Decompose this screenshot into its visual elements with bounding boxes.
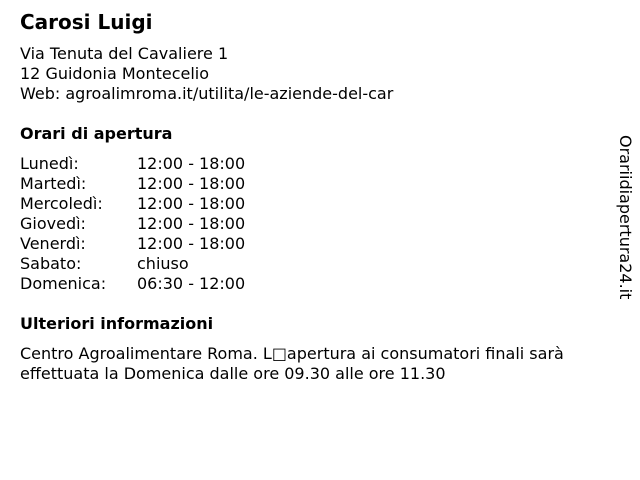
day-label: Venerdì: [20,234,86,253]
day-label: Domenica: [20,274,107,293]
day-label: Giovedì: [20,214,86,233]
address-street: Via Tenuta del Cavaliere 1 [20,44,229,63]
watermark-text: Orariidiapertura24.it [616,135,635,300]
time-value: 12:00 - 18:00 [137,194,246,213]
time-value: chiuso [137,254,189,273]
time-value: 12:00 - 18:00 [137,214,246,233]
time-value: 06:30 - 12:00 [137,274,246,293]
day-label: Martedì: [20,174,87,193]
time-value: 12:00 - 18:00 [137,174,246,193]
time-value: 12:00 - 18:00 [137,154,246,173]
additional-info-text: Centro Agroalimentare Roma. L□apertura ai consumatori finali sarà effettuata la Domenica dalle ore 09.30 alle ore 11.30 [20,344,564,383]
day-label: Sabato: [20,254,82,273]
business-name: Carosi Luigi [20,10,153,34]
address-city: 12 Guidonia Montecelio [20,64,210,83]
opening-hours-title: Orari di apertura [20,124,173,143]
day-label: Mercoledì: [20,194,103,213]
additional-info-title: Ulteriori informazioni [20,314,214,333]
day-label: Lunedì: [20,154,79,173]
time-value: 12:00 - 18:00 [137,234,246,253]
watermark [612,135,636,311]
website-link[interactable]: Web: agroalimroma.it/utilita/le-aziende-del-car [20,84,394,103]
address-block [20,44,393,104]
